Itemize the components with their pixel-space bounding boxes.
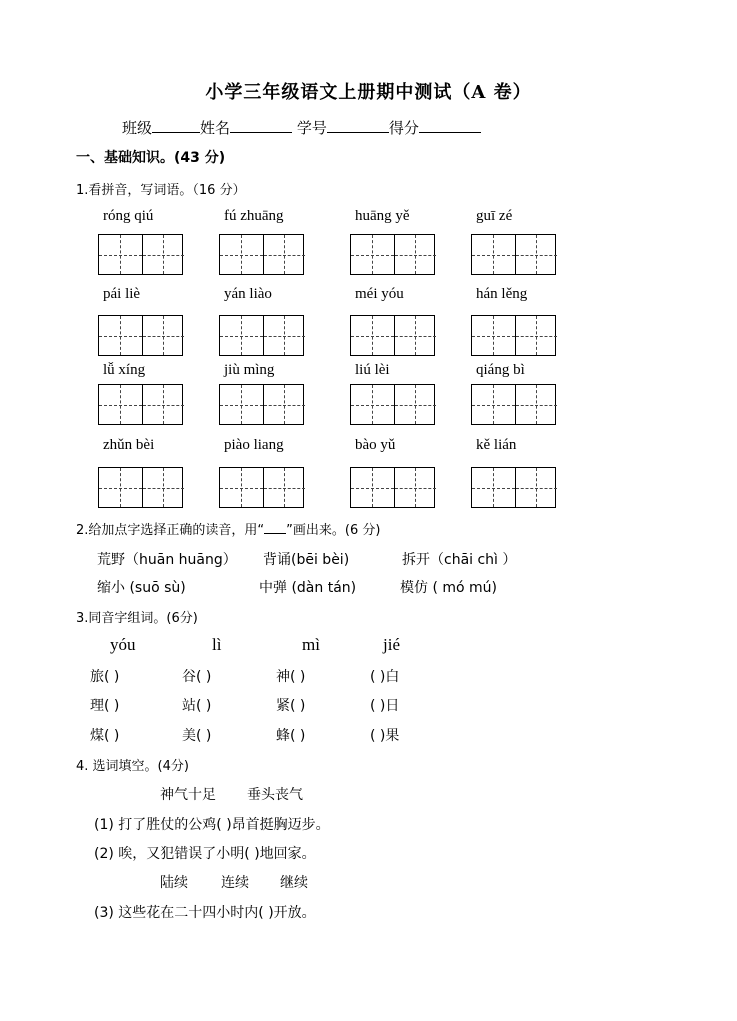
q2-item: 背诵(bēi bèi) <box>263 552 350 568</box>
writing-grid[interactable] <box>471 234 556 275</box>
writing-cell[interactable] <box>220 235 263 274</box>
q3-cell: 煤( ) <box>90 728 120 744</box>
q2-item: 中弹 (dàn tán) <box>259 580 357 596</box>
q4-word: 连续 <box>221 875 249 891</box>
writing-cell[interactable] <box>142 316 185 355</box>
writing-cell[interactable] <box>142 385 185 424</box>
writing-grid[interactable] <box>350 234 435 275</box>
q4-label: 4. 选词填空。(4分) <box>76 759 189 774</box>
writing-cell[interactable] <box>515 468 558 507</box>
page-title: 小学三年级语文上册期中测试（A 卷） <box>205 82 532 103</box>
writing-cell[interactable] <box>263 235 306 274</box>
writing-grid[interactable] <box>471 467 556 508</box>
writing-cell[interactable] <box>263 316 306 355</box>
q2-item: 缩小 (suō sù) <box>97 580 186 596</box>
q3-cell: ( )日 <box>370 698 400 714</box>
writing-grid[interactable] <box>98 315 183 356</box>
writing-cell[interactable] <box>99 385 142 424</box>
pinyin-label: jiù mìng <box>224 362 275 378</box>
pinyin-label: bào yǔ <box>355 437 396 453</box>
writing-cell[interactable] <box>351 468 394 507</box>
writing-cell[interactable] <box>99 316 142 355</box>
q4-word: 陆续 <box>160 875 188 891</box>
q3-cell: 理( ) <box>90 698 120 714</box>
q3-pinyin: jié <box>383 635 400 654</box>
pinyin-label: méi yóu <box>355 286 404 302</box>
writing-cell[interactable] <box>220 468 263 507</box>
writing-cell[interactable] <box>472 385 515 424</box>
q3-pinyin: lì <box>212 635 222 654</box>
class-label: 班级 <box>122 119 153 137</box>
pinyin-label: pái liè <box>103 286 141 302</box>
pinyin-label: hán lěng <box>476 286 528 302</box>
writing-cell[interactable] <box>515 385 558 424</box>
pinyin-label: róng qiú <box>103 208 154 224</box>
q3-cell: 蜂( ) <box>276 728 306 744</box>
writing-grid[interactable] <box>98 384 183 425</box>
class-field[interactable] <box>152 118 200 133</box>
q4-sentence: (3) 这些花在二十四小时内( )开放。 <box>94 905 316 921</box>
pinyin-label: fú zhuāng <box>224 208 284 224</box>
writing-cell[interactable] <box>351 385 394 424</box>
writing-cell[interactable] <box>142 468 185 507</box>
writing-cell[interactable] <box>263 468 306 507</box>
score-label: 得分 <box>388 119 419 137</box>
q3-cell: 神( ) <box>276 669 306 685</box>
writing-cell[interactable] <box>472 468 515 507</box>
q2-item: 模仿 ( mó mú) <box>400 580 497 596</box>
pinyin-label: piào liang <box>224 437 284 453</box>
q3-pinyin: yóu <box>110 635 136 654</box>
writing-grid[interactable] <box>98 234 183 275</box>
number-field[interactable] <box>327 118 389 133</box>
name-label: 姓名 <box>200 119 231 137</box>
writing-cell[interactable] <box>351 235 394 274</box>
writing-cell[interactable] <box>220 316 263 355</box>
writing-cell[interactable] <box>515 235 558 274</box>
q2-item: 荒野（huān huāng） <box>97 552 237 568</box>
writing-cell[interactable] <box>515 316 558 355</box>
number-label: 学号 <box>296 119 327 137</box>
pinyin-label: liú lèi <box>355 362 390 378</box>
writing-cell[interactable] <box>351 316 394 355</box>
writing-cell[interactable] <box>263 385 306 424</box>
pinyin-label: yán liào <box>224 286 272 302</box>
q4-sentence: (1) 打了胜仗的公鸡( )昂首挺胸迈步。 <box>94 817 330 833</box>
q3-label: 3.同音字组词。(6分) <box>76 611 198 626</box>
pinyin-label: guī zé <box>476 208 513 224</box>
writing-cell[interactable] <box>220 385 263 424</box>
section-heading: 一、基础知识。(43 分) <box>76 150 226 166</box>
q4-word: 垂头丧气 <box>247 787 303 803</box>
q3-cell: 紧( ) <box>276 698 306 714</box>
q3-cell: 旅( ) <box>90 669 120 685</box>
writing-grid[interactable] <box>219 315 304 356</box>
score-field[interactable] <box>419 118 481 133</box>
pinyin-label: qiáng bì <box>476 362 525 378</box>
pinyin-label: zhǔn bèi <box>103 437 155 453</box>
writing-grid[interactable] <box>350 315 435 356</box>
q4-sentence: (2) 唉，又犯错误了小明( )地回家。 <box>94 846 316 862</box>
writing-cell[interactable] <box>394 385 437 424</box>
writing-cell[interactable] <box>472 235 515 274</box>
q3-cell: 美( ) <box>182 728 212 744</box>
writing-grid[interactable] <box>219 234 304 275</box>
pinyin-label: lǚ xíng <box>103 362 146 378</box>
writing-grid[interactable] <box>350 384 435 425</box>
q4-word: 神气十足 <box>160 787 216 803</box>
writing-grid[interactable] <box>471 315 556 356</box>
q3-cell: 站( ) <box>182 698 212 714</box>
writing-grid[interactable] <box>98 467 183 508</box>
q1-label: 1.看拼音，写词语。（16 分） <box>76 183 246 198</box>
writing-cell[interactable] <box>99 468 142 507</box>
writing-grid[interactable] <box>471 384 556 425</box>
writing-grid[interactable] <box>350 467 435 508</box>
name-field[interactable] <box>230 118 292 133</box>
q2-label: 2.给加点字选择正确的读音，用“ ”画出来。(6 分) <box>76 523 381 538</box>
q2-item: 拆开（chāi chì ） <box>402 552 517 568</box>
writing-cell[interactable] <box>394 235 437 274</box>
writing-cell[interactable] <box>142 235 185 274</box>
writing-grid[interactable] <box>219 384 304 425</box>
student-info <box>122 117 481 138</box>
pinyin-label: huāng yě <box>355 208 410 224</box>
writing-cell[interactable] <box>394 316 437 355</box>
writing-cell[interactable] <box>394 468 437 507</box>
writing-cell[interactable] <box>472 316 515 355</box>
pinyin-label: kě lián <box>476 437 517 453</box>
q4-word: 继续 <box>280 875 308 891</box>
q3-cell: 谷( ) <box>182 669 212 685</box>
q3-pinyin: mì <box>302 635 320 654</box>
writing-grid[interactable] <box>219 467 304 508</box>
writing-cell[interactable] <box>99 235 142 274</box>
q3-cell: ( )果 <box>370 728 400 744</box>
q3-cell: ( )白 <box>370 669 400 685</box>
